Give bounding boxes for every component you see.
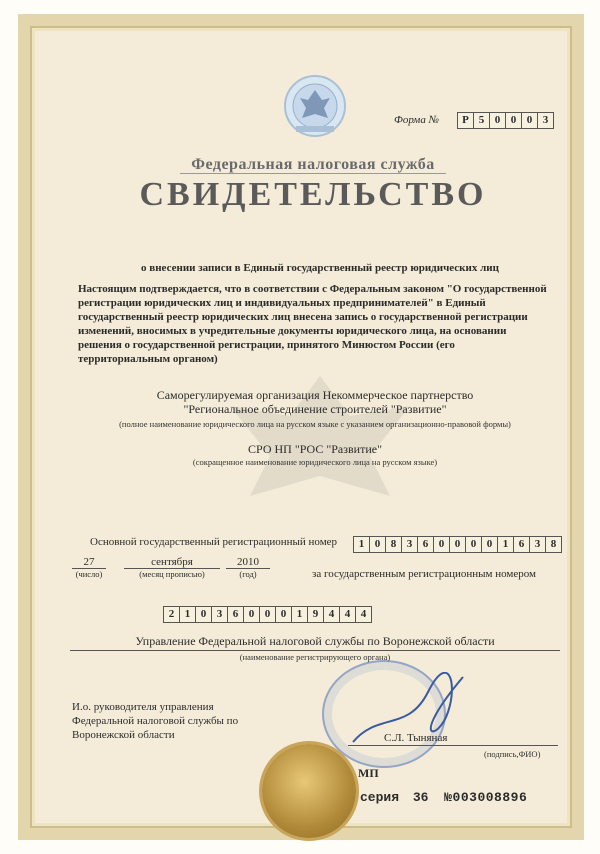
series-value: 36 [412,790,429,805]
confirmation-paragraph: Настоящим подтверждается, что в соответствии с Федеральным законом "О государственной регистрации юридических лиц и индивидуальных предпринимателей" в Единый государственный реестр юридических лиц внесена запись о государственной регистрации изменений, вносимых в учредительные документы юридического лица, на основании решения о государственной регистрации, принятого Минюстом России (его территориальным органом) [78,283,547,365]
date-day [72,556,106,579]
ogrn-digit-cell: 3 [529,536,546,553]
grn-digit-cell: 9 [307,606,324,623]
ogrn-digit-cell: 8 [545,536,562,553]
ogrn-digit-cell: 6 [417,536,434,553]
signature-line [348,745,558,746]
date-year [226,556,270,579]
form-number-cells [458,112,554,129]
gold-seal-icon [262,744,356,838]
date-month-value: сентября [124,556,220,569]
ogrn-digit-cell: 1 [353,536,370,553]
grn-digit-cell: 0 [243,606,260,623]
grn-digit-cell: 6 [227,606,244,623]
ogrn-digit-cell: 6 [513,536,530,553]
date-year-note: (год) [239,569,257,579]
form-number-cell: 0 [489,112,506,129]
form-label: Форма № [394,114,439,126]
grn-digit-cell: 0 [195,606,212,623]
ogrn-digit-cell: 0 [481,536,498,553]
agency-name: Федеральная налоговая служба [191,156,435,173]
date-day-note: (число) [75,569,103,579]
certificate-sheet [18,14,584,840]
signer-name: С.Л. Тыняная [384,732,448,744]
grn-digit-cell: 2 [163,606,180,623]
form-number-cell: 3 [537,112,554,129]
ogrn-digit-cell: 0 [465,536,482,553]
grn-digit-cell: 4 [339,606,356,623]
signature-note: (подпись,ФИО) [484,749,541,759]
organization-short-name-note: (сокращенное наименование юридического лица на русском языке) [192,457,438,467]
organization-full-name-note: (полное наименование юридического лица на русском языке с указанием организационно-правовой формы) [119,419,511,429]
grn-digit-cell: 0 [275,606,292,623]
ogrn-label: Основной государственный регистрационный номер [90,536,338,548]
organization-full-name [90,388,540,416]
registration-number-caption: за государственным регистрационным номером [312,568,536,580]
grn-digit-cell: 3 [211,606,228,623]
grn-digit-cell: 4 [355,606,372,623]
document-title: СВИДЕТЕЛЬСТВО [139,176,487,213]
form-number-cell: 0 [521,112,538,129]
ogrn-digit-cell: 3 [401,536,418,553]
grn-digit-cell: 0 [259,606,276,623]
emblem-icon [280,74,350,138]
signer-position [72,700,272,742]
ogrn-digit-cell: 1 [497,536,514,553]
registering-authority-note: (наименование регистрирующего органа) [239,652,391,662]
date-month-note: (месяц прописью) [139,569,205,579]
organization-full-name-line: Саморегулируемая организация Некоммерческое партнерство [156,388,474,402]
signer-position-line: И.о. руководителя управления [72,701,214,713]
organization-full-name-line: "Региональное объединение строителей "Развитие" [183,402,447,416]
series-line [360,790,527,805]
ogrn-digit-cell: 0 [369,536,386,553]
registering-authority: Управление Федеральной налоговой службы по Воронежской области [70,634,560,651]
ogrn-digit-cell: 0 [433,536,450,553]
grn-digit-cell: 4 [323,606,340,623]
organization-short-name: СРО НП "РОС "Развитие" [248,442,382,456]
ogrn-digit-cell: 0 [449,536,466,553]
grn-digit-cell: 1 [179,606,196,623]
form-number-cell: Р [457,112,474,129]
form-number-cell: 5 [473,112,490,129]
document-subtitle: о внесении записи в Единый государственный реестр юридических лиц [141,262,499,274]
grn-digit-cell: 1 [291,606,308,623]
seal-place-label: МП [358,766,379,780]
form-number-cell: 0 [505,112,522,129]
ogrn-digit-cell: 8 [385,536,402,553]
watermark-eagle-icon [190,366,450,506]
date-day-value: 27 [72,556,106,569]
ogrn-cells [354,536,562,553]
date-year-value: 2010 [226,556,270,569]
signer-position-line: Воронежской области [72,729,175,741]
series-label: серия [360,790,400,805]
date-month [124,556,220,579]
serial-number: №003008896 [444,790,528,805]
grn-cells [164,606,372,623]
signer-position-line: Федеральной налоговой службы по [72,715,239,727]
